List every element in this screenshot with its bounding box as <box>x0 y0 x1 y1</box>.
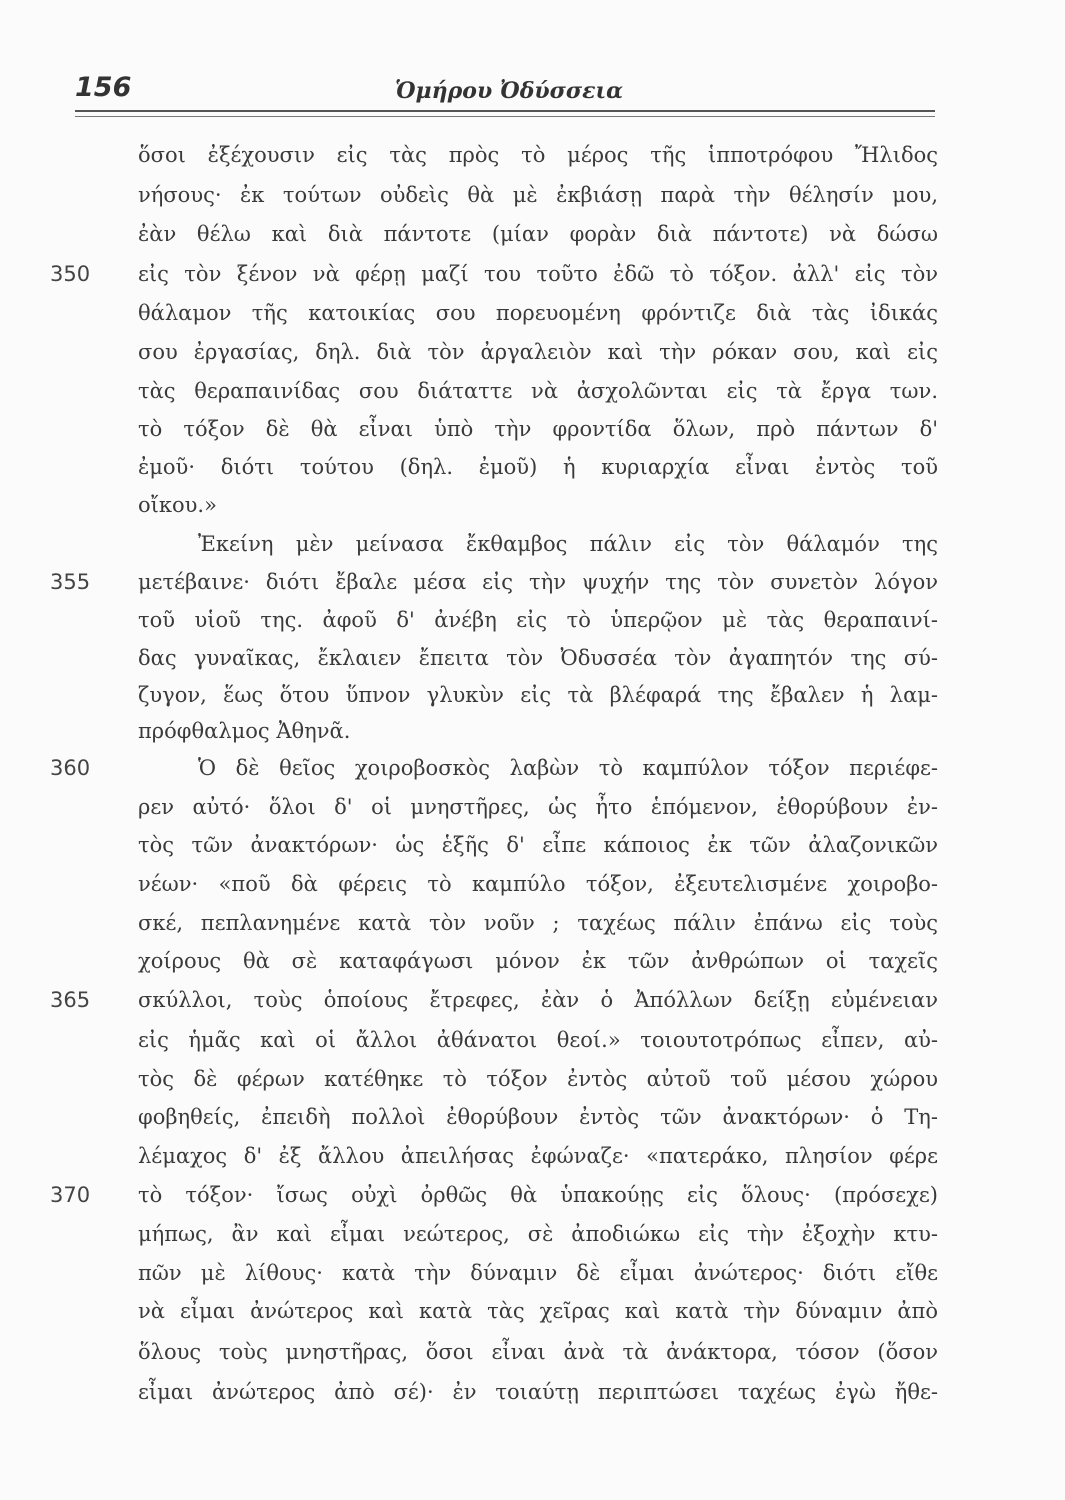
text-line: εἰς ἡμᾶς καὶ οἱ ἄλλοι ἀθάνατοι θεοί.» τοιουτοτρόπως εἶπεν, αὐ- <box>138 1028 938 1052</box>
text-line: μήπως, ἂν καὶ εἶμαι νεώτερος, σὲ ἀποδιώκω εἰς τὴν ἐξοχὴν κτυ- <box>138 1222 938 1246</box>
page-number: 156 <box>75 72 132 103</box>
text-line: εἰς τὸν ξένον νὰ φέρῃ μαζί του τοῦτο ἐδῶ τὸ τόξον. ἀλλ' εἰς τὸν <box>138 262 938 286</box>
text-line: λέμαχος δ' ἐξ ἄλλου ἀπειλήσας ἐφώναζε· «πατεράκο, πλησίον φέρε <box>138 1144 938 1168</box>
line-number: 365 <box>50 988 91 1012</box>
line-number: 360 <box>50 756 91 780</box>
text-line: ζυγον, ἕως ὅτου ὕπνον γλυκὺν εἰς τὰ βλέφαρά της ἔβαλεν ἡ λαμ- <box>138 683 938 707</box>
text-line: πρόφθαλμος Ἀθηνᾶ. <box>138 719 351 743</box>
line-number: 355 <box>50 570 91 594</box>
text-line: τὸς δὲ φέρων κατέθηκε τὸ τόξον ἐντὸς αὐτοῦ τοῦ μέσου χώρου <box>138 1067 938 1091</box>
running-title: Ὁμήρου Ὀδύσσεια <box>395 78 624 104</box>
text-line: θάλαμον τῆς κατοικίας σου πορευομένη φρόντιζε διὰ τὰς ἰδικάς <box>138 301 938 325</box>
text-line: δας γυναῖκας, ἔκλαιεν ἔπειτα τὸν Ὀδυσσέα τὸν ἀγαπητόν της σύ- <box>138 646 938 670</box>
text-line: τὸ τόξον δὲ θὰ εἶναι ὑπὸ τὴν φροντίδα ὅλων, πρὸ πάντων δ' <box>138 417 938 441</box>
header-rule-thin <box>75 116 935 117</box>
text-line: νὰ εἶμαι ἀνώτερος καὶ κατὰ τὰς χεῖρας καὶ κατὰ τὴν δύναμιν ἀπὸ <box>138 1299 938 1323</box>
text-line: Ὁ δὲ θεῖος χοιροβοσκὸς λαβὼν τὸ καμπύλον τόξον περιέφε- <box>198 756 938 780</box>
text-line: τοῦ υἱοῦ της. ἀφοῦ δ' ἀνέβη εἰς τὸ ὑπερῷον μὲ τὰς θεραπαινί- <box>138 608 938 632</box>
text-line: νέων· «ποῦ δὰ φέρεις τὸ καμπύλο τόξον, ἐξευτελισμένε χοιροβο- <box>138 872 938 896</box>
line-number: 370 <box>50 1183 91 1207</box>
text-line: χοίρους θὰ σὲ καταφάγωσι μόνον ἐκ τῶν ἀνθρώπων οἱ ταχεῖς <box>138 949 938 973</box>
text-line: σου ἐργασίας, δηλ. διὰ τὸν ἀργαλειὸν καὶ τὴν ρόκαν σου, καὶ εἰς <box>138 340 938 364</box>
text-line: ἐὰν θέλω καὶ διὰ πάντοτε (μίαν φορὰν διὰ πάντοτε) νὰ δώσω <box>138 222 938 246</box>
text-line: πῶν μὲ λίθους· κατὰ τὴν δύναμιν δὲ εἶμαι ἀνώτερος· διότι εἴθε <box>138 1261 938 1285</box>
page-header <box>75 72 935 112</box>
text-line: ὅλους τοὺς μνηστῆρας, ὅσοι εἶναι ἀνὰ τὰ ἀνάκτορα, τόσον (ὅσον <box>138 1340 938 1364</box>
text-line: μετέβαινε· διότι ἔβαλε μέσα εἰς τὴν ψυχήν της τὸν συνετὸν λόγον <box>138 570 938 594</box>
text-line: νήσους· ἐκ τούτων οὐδεὶς θὰ μὲ ἐκβιάσῃ παρὰ τὴν θέλησίν μου, <box>138 183 938 207</box>
line-number: 350 <box>50 262 91 286</box>
text-line: ἐμοῦ· διότι τούτου (δηλ. ἐμοῦ) ἡ κυριαρχία εἶναι ἐντὸς τοῦ <box>138 455 938 479</box>
text-line: Ἐκείνη μὲν μείνασα ἔκθαμβος πάλιν εἰς τὸν θάλαμόν της <box>198 532 938 556</box>
text-line: ρεν αὐτό· ὅλοι δ' οἱ μνηστῆρες, ὡς ἦτο ἑπόμενον, ἐθορύβουν ἐν- <box>138 795 938 819</box>
text-line: τὸ τόξον· ἴσως οὐχὶ ὀρθῶς θὰ ὑπακούῃς εἰς ὅλους· (πρόσεχε) <box>138 1183 938 1207</box>
text-line: ὅσοι ἐξέχουσιν εἰς τὰς πρὸς τὸ μέρος τῆς ἱπποτρόφου Ἤλιδος <box>138 143 938 167</box>
text-line: τὰς θεραπαινίδας σου διάταττε νὰ ἀσχολῶνται εἰς τὰ ἔργα των. <box>138 379 938 403</box>
text-line: σκύλλοι, τοὺς ὁποίους ἔτρεφες, ἐὰν ὁ Ἀπόλλων δείξῃ εὐμένειαν <box>138 988 938 1012</box>
text-line: εἶμαι ἀνώτερος ἀπὸ σέ)· ἐν τοιαύτῃ περιπτώσει ταχέως ἐγὼ ἤθε- <box>138 1380 938 1404</box>
text-line: σκέ, πεπλανημένε κατὰ τὸν νοῦν ; ταχέως πάλιν ἐπάνω εἰς τοὺς <box>138 911 938 935</box>
text-line: τὸς τῶν ἀνακτόρων· ὡς ἑξῆς δ' εἶπε κάποιος ἐκ τῶν ἀλαζονικῶν <box>138 833 938 857</box>
text-line: οἴκου.» <box>138 493 217 517</box>
header-rule <box>75 110 935 112</box>
text-line: φοβηθείς, ἐπειδὴ πολλοὶ ἐθορύβουν ἐντὸς τῶν ἀνακτόρων· ὁ Τη- <box>138 1105 938 1129</box>
